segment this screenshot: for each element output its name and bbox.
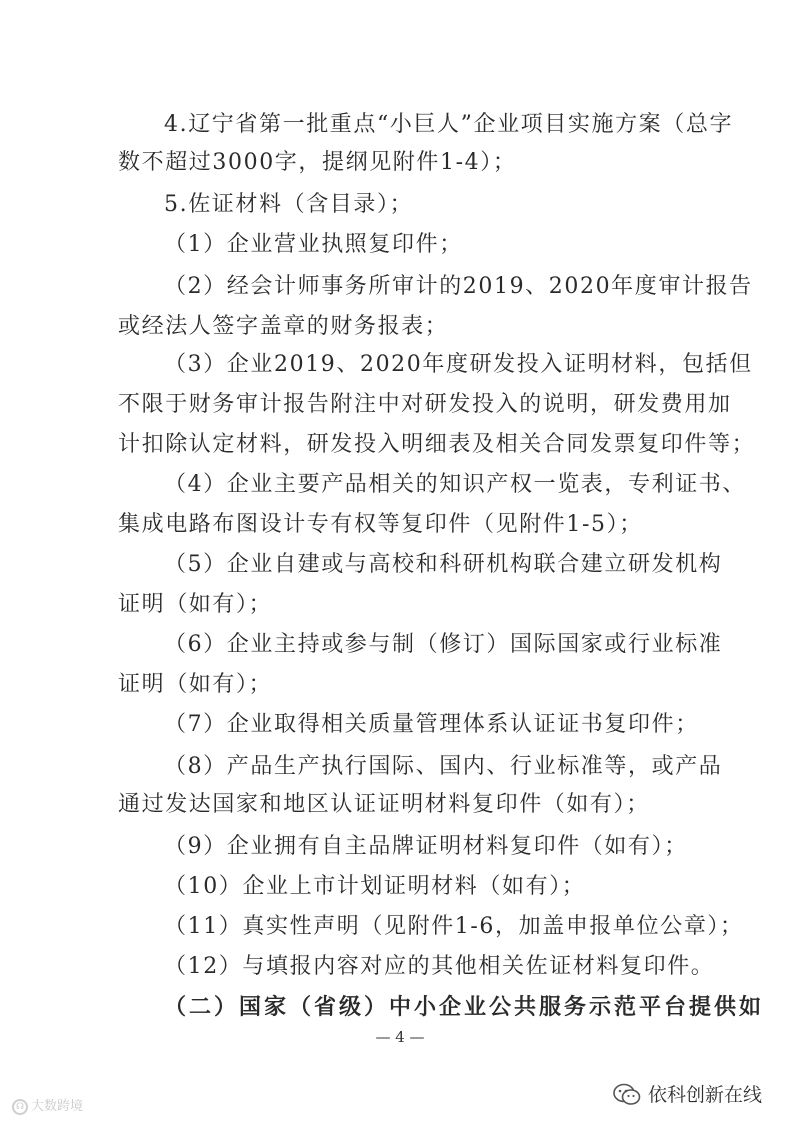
watermark-right-text: 依科创新在线 xyxy=(648,1084,763,1106)
watermark-left xyxy=(12,1099,83,1115)
text-line: （8）产品生产执行国际、国内、行业标准等，或产品 xyxy=(164,754,723,779)
text-line: （2）经会计师事务所审计的2019、2020年度审计报告 xyxy=(164,274,753,299)
text-line: （5）企业自建或与高校和科研机构联合建立研发机构 xyxy=(164,552,723,577)
text-line: 4.辽宁省第一批重点“小巨人”企业项目实施方案（总字 xyxy=(164,112,734,137)
text-line: （12）与填报内容对应的其他相关佐证材料复印件。 xyxy=(164,954,715,979)
text-line: 计扣除认定材料，研发投入明细表及相关合同发票复印件等； xyxy=(118,432,756,457)
text-line: （6）企业主持或参与制（修订）国际国家或行业标准 xyxy=(164,632,723,657)
page-number: — 4 — xyxy=(375,1028,425,1046)
text-line: （11）真实性声明（见附件1-6，加盖申报单位公章）； xyxy=(164,914,744,939)
text-line: （3）企业2019、2020年度研发投入证明材料，包括但 xyxy=(164,352,753,377)
text-line: 不限于财务审计报告附注中对研发投入的说明，研发费用加 xyxy=(118,392,732,417)
text-line: 通过发达国家和地区认证证明材料复印件（如有）； xyxy=(118,792,650,817)
text-line: （7）企业取得相关质量管理体系认证证书复印件； xyxy=(164,712,699,737)
text-line: （4）企业主要产品相关的知识产权一览表，专利证书、 xyxy=(164,472,746,497)
wechat-icon xyxy=(612,1082,642,1108)
watermark-right xyxy=(612,1082,762,1108)
section-heading: （二）国家（省级）中小企业公共服务示范平台提供如 xyxy=(164,994,765,1020)
brand-logo-icon: ☊ xyxy=(12,1099,28,1115)
watermark-left-text: 大数跨境 xyxy=(31,1099,84,1114)
text-line: 或经法人签字盖章的财务报表； xyxy=(118,314,449,339)
text-line: （9）企业拥有自主品牌证明材料复印件（如有）； xyxy=(164,834,688,859)
text-line: 证明（如有）； xyxy=(118,592,273,617)
text-line: （10）企业上市计划证明材料（如有）； xyxy=(164,874,586,899)
text-line: 5.佐证材料（含目录）； xyxy=(164,192,414,217)
text-line: （1）企业营业执照复印件； xyxy=(164,232,463,257)
text-line: 集成电路布图设计专有权等复印件（见附件1-5）； xyxy=(118,512,643,537)
text-line: 数不超过3000字，提纲见附件1-4）； xyxy=(118,150,517,175)
text-line: 证明（如有）； xyxy=(118,672,273,697)
